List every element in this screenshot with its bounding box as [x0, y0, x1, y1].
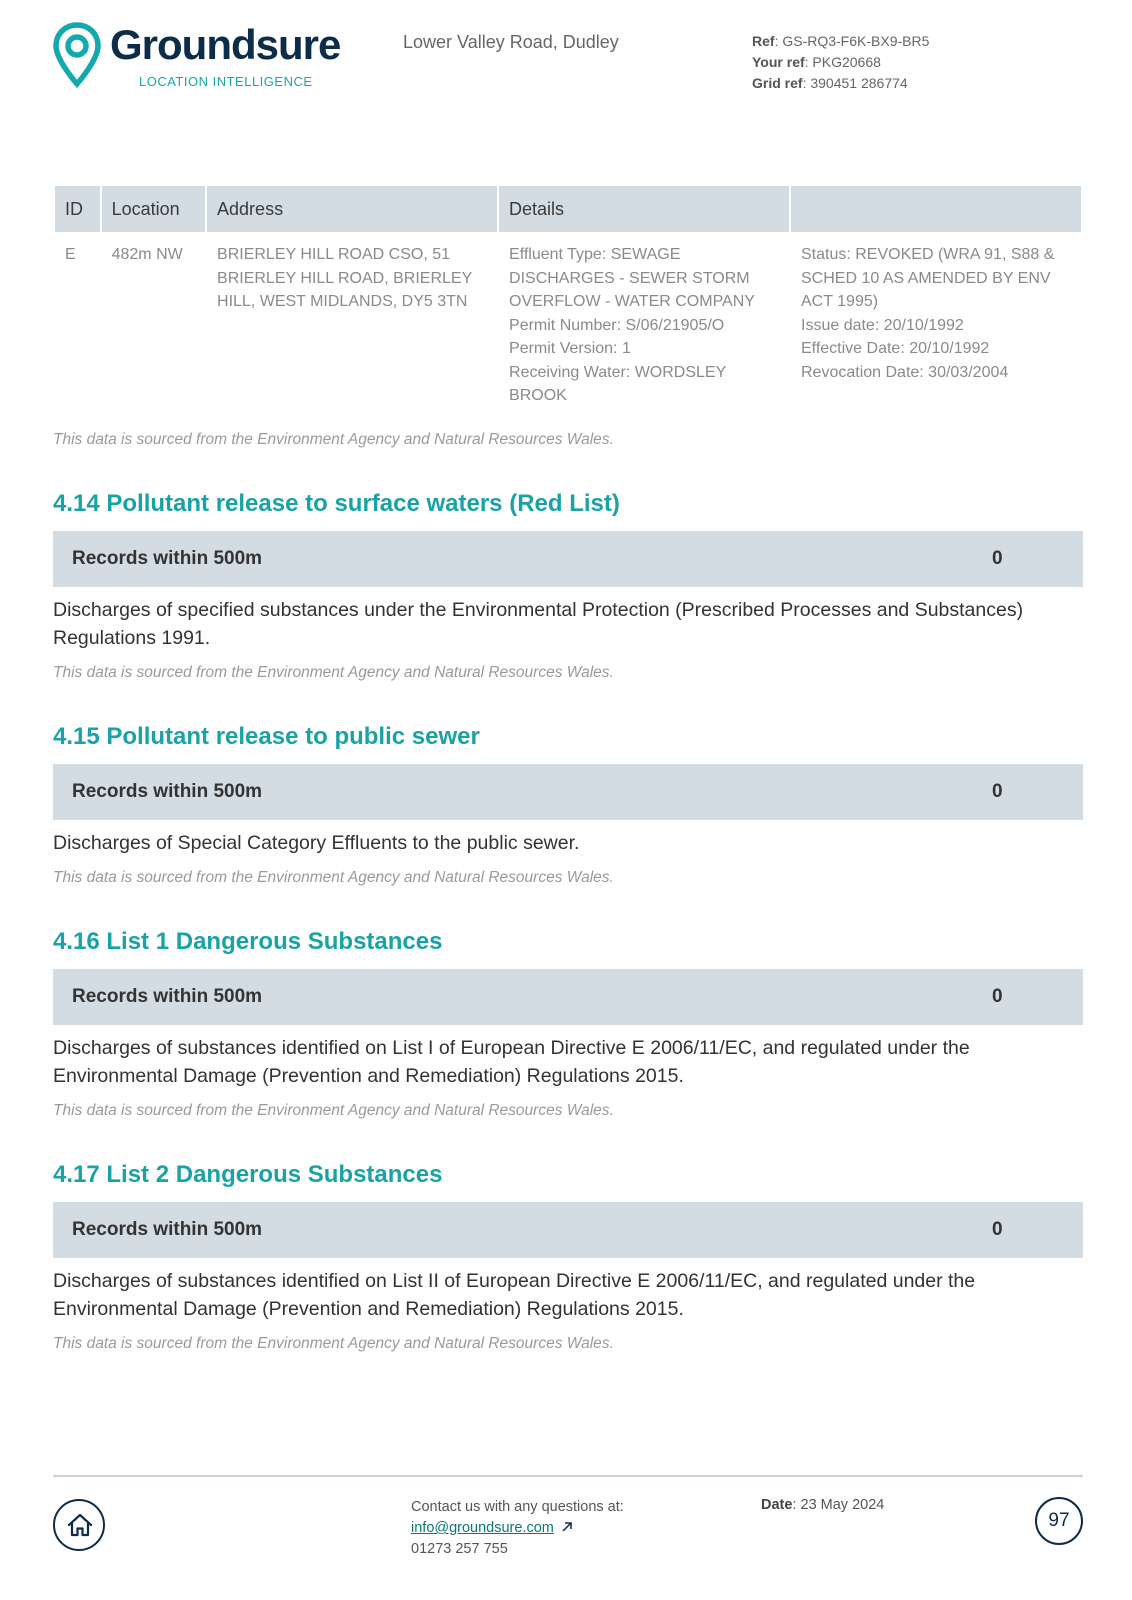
page-number: 97: [1035, 1497, 1083, 1545]
records-label: Records within 500m: [72, 986, 263, 1007]
phone-number: 01273 257 755: [411, 1541, 508, 1557]
cell-details: Effluent Type: SEWAGE DISCHARGES - SEWER STORM OVERFLOW - WATER COMPANY Permit Number: S/06/21905/O Permit Version: 1 Receiving Water: WORDSLEY BROOK: [509, 246, 755, 404]
home-button[interactable]: [53, 1499, 105, 1551]
email-link[interactable]: info@groundsure.com: [411, 1520, 554, 1536]
cell-address: BRIERLEY HILL ROAD CSO, 51 BRIERLEY HILL ROAD, BRIERLEY HILL, WEST MIDLANDS, DY5 3TN: [217, 246, 473, 310]
discharge-consents-table: [53, 186, 1083, 408]
records-count: 0: [992, 986, 1003, 1007]
source-note: This data is sourced from the Environment Agency and Natural Resources Wales.: [53, 1102, 614, 1119]
external-link-icon: [561, 1521, 573, 1533]
col-header-address: Address: [207, 186, 497, 232]
source-note: This data is sourced from the Environment Agency and Natural Resources Wales.: [53, 431, 614, 448]
source-note: This data is sourced from the Environment Agency and Natural Resources Wales.: [53, 664, 614, 681]
location-pin-icon: [53, 22, 101, 88]
section-title-4-16: 4.16 List 1 Dangerous Substances: [53, 928, 443, 955]
col-header-location: Location: [102, 186, 205, 232]
records-bar-4-16: [53, 969, 1083, 1025]
site-address: Lower Valley Road, Dudley: [403, 32, 619, 52]
records-count: 0: [992, 781, 1003, 802]
your-ref-line: Your ref: PKG20668: [752, 54, 881, 70]
cell-status: Status: REVOKED (WRA 91, S88 & SCHED 10 AS AMENDED BY ENV ACT 1995) Issue date: 20/10/1992 Effective Date: 20/10/1992 Revocation Date: 30/03/2004: [801, 246, 1055, 381]
section-title-4-17: 4.17 List 2 Dangerous Substances: [53, 1161, 443, 1188]
records-bar-4-15: [53, 764, 1083, 820]
col-header-id: ID: [55, 186, 100, 232]
logo-tagline: LOCATION INTELLIGENCE: [139, 74, 313, 89]
source-note: This data is sourced from the Environment Agency and Natural Resources Wales.: [53, 1335, 614, 1352]
source-note: This data is sourced from the Environment Agency and Natural Resources Wales.: [53, 869, 614, 886]
ref-line: Ref: GS-RQ3-F6K-BX9-BR5: [752, 33, 930, 49]
contact-block: [411, 1497, 624, 1560]
cell-location: 482m NW: [111, 246, 183, 263]
records-count: 0: [992, 1219, 1003, 1240]
table-row: [55, 232, 1081, 408]
footer-divider: [53, 1475, 1083, 1477]
logo-wordmark: Groundsure: [110, 21, 341, 68]
contact-label: Contact us with any questions at:: [411, 1499, 624, 1515]
col-header-details: Details: [499, 186, 789, 232]
records-label: Records within 500m: [72, 548, 263, 569]
section-description-4-15: Discharges of Special Category Effluents to the public sewer.: [53, 832, 580, 854]
records-count: 0: [992, 548, 1003, 569]
records-label: Records within 500m: [72, 781, 263, 802]
col-header-status: [791, 186, 1081, 232]
groundsure-logo[interactable]: [53, 22, 353, 92]
records-label: Records within 500m: [72, 1219, 263, 1240]
records-bar-4-17: [53, 1202, 1083, 1258]
table-header-row: [55, 186, 1081, 232]
home-icon: [67, 1512, 93, 1538]
section-description-4-14: Discharges of specified substances under the Environmental Protection (Prescribed Processes and Substances) Regulations 1991.: [53, 599, 1024, 649]
records-bar-4-14: [53, 531, 1083, 587]
reference-block: [752, 31, 929, 94]
grid-ref-line: Grid ref: 390451 286774: [752, 75, 908, 91]
section-description-4-16: Discharges of substances identified on List I of European Directive E 2006/11/EC, and regulated under the Environmental Damage (Prevention and Remediation) Regulations 2015.: [53, 1037, 970, 1087]
report-date: Date: 23 May 2024: [761, 1497, 885, 1513]
section-description-4-17: Discharges of substances identified on List II of European Directive E 2006/11/EC, and regulated under the Environmental Damage (Prevention and Remediation) Regulations 2015.: [53, 1270, 976, 1320]
section-title-4-14: 4.14 Pollutant release to surface waters (Red List): [53, 490, 620, 517]
cell-id: E: [65, 246, 76, 263]
section-title-4-15: 4.15 Pollutant release to public sewer: [53, 723, 480, 750]
email-line: [411, 1518, 624, 1539]
